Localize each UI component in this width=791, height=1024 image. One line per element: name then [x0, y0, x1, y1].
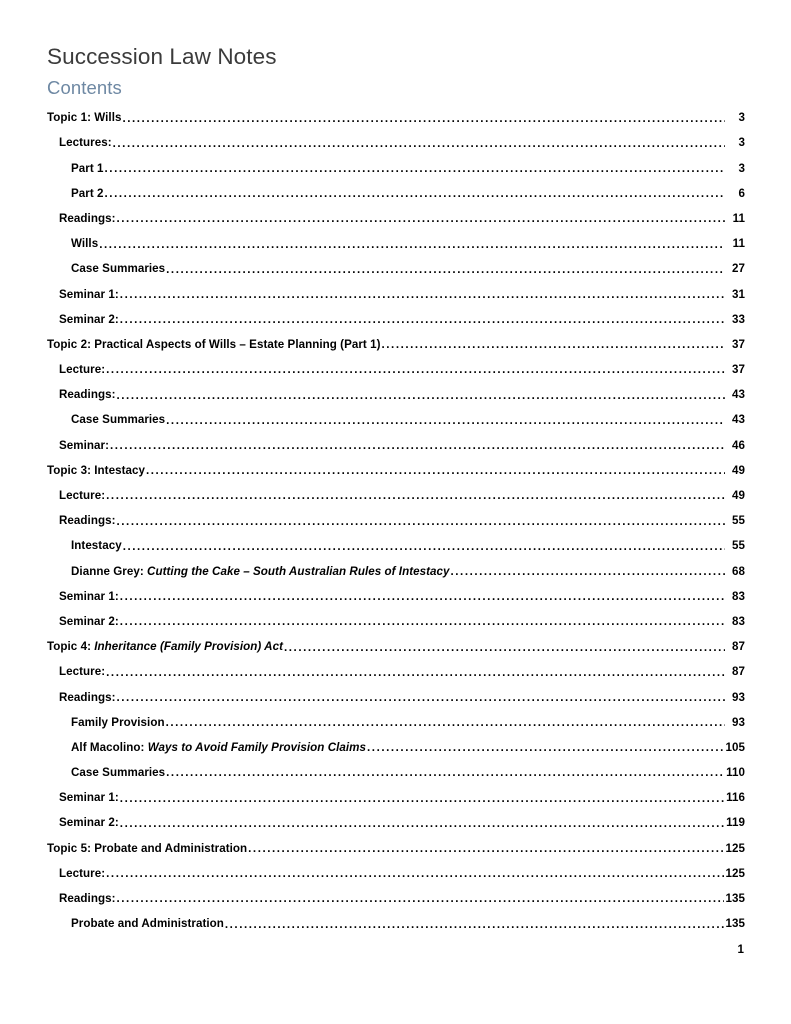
toc-entry-page-number: 33: [732, 312, 745, 326]
toc-entry-label: Lectures:: [59, 136, 112, 150]
toc-entry-page-number: 83: [732, 614, 745, 628]
toc-entry-label: Family Provision: [71, 715, 165, 729]
toc-entry-label: Topic 2: Practical Aspects of Wills – Estate Planning (Part 1): [47, 337, 381, 351]
toc-entry-label-italic: Inheritance (Family Provision) Act: [94, 640, 284, 654]
toc-entry-label: Wills: [71, 237, 99, 251]
toc-entry-page-number: 3: [738, 111, 745, 125]
toc-entry-label: Seminar 2:: [59, 312, 119, 326]
contents-heading: Contents: [47, 77, 122, 98]
toc-entry-label: Seminar 1:: [59, 589, 119, 603]
toc-entry-label: Topic 5: Probate and Administration: [47, 841, 248, 855]
toc-entry-label: Topic 3: Intestacy: [47, 463, 145, 477]
toc-entry-label: Intestacy: [71, 539, 122, 553]
toc-entry-page-number: 93: [732, 690, 745, 704]
footer-page-number: 1: [737, 943, 744, 956]
toc-entry-page-number: 37: [732, 363, 745, 377]
toc-entry-label: Seminar 2:: [59, 816, 119, 830]
toc-entry-label: Topic 1: Wills: [47, 111, 122, 125]
toc-entry-label: Probate and Administration: [71, 917, 224, 931]
toc-entry-label-plain: Alf Macolino:: [71, 740, 148, 754]
toc-entry-page-number: 135: [725, 917, 745, 931]
toc-entry-label: Case Summaries: [71, 413, 166, 427]
toc-entry-label: Seminar 1:: [59, 287, 119, 301]
toc-entry-page-number: 125: [725, 841, 745, 855]
toc-entry-label: Lecture:: [59, 489, 106, 502]
toc-entry-label: Seminar:: [59, 438, 110, 452]
toc-entry-label: Readings:: [59, 892, 116, 905]
toc-entry-label: Readings:: [59, 211, 116, 225]
toc-entry-page-number: 135: [725, 892, 745, 905]
toc-entry-label-italic: Cutting the Cake – South Australian Rules of Intestacy: [147, 564, 450, 578]
toc-entry-page-number: 110: [726, 766, 745, 780]
toc-entry-page-number: 93: [732, 715, 745, 729]
toc-entry-page-number: 83: [732, 589, 745, 603]
toc-entry-label: Lecture:: [59, 665, 106, 679]
toc-dot-leader: [225, 905, 724, 934]
page-title: Succession Law Notes: [47, 44, 277, 69]
toc-entry-label: Part 1: [71, 161, 104, 175]
toc-entry-page-number: 49: [732, 463, 745, 477]
toc-entry-page-number: 68: [732, 564, 745, 578]
toc-entry-page-number: 11: [732, 237, 745, 251]
toc-entry-page-number: 125: [725, 866, 745, 880]
toc-entry-page-number: 43: [732, 413, 745, 427]
toc-entry-page-number: 31: [732, 287, 745, 301]
toc-entry-page-number: 37: [732, 337, 745, 351]
toc-entry-page-number: 43: [732, 388, 745, 402]
toc-entry-page-number: 49: [732, 489, 745, 502]
toc-entry[interactable]: [47, 909, 745, 934]
toc-entry-label: Case Summaries: [71, 766, 166, 780]
toc-entry-page-number: 105: [725, 740, 745, 754]
toc-entry-page-number: 3: [738, 161, 745, 175]
table-of-contents: [47, 103, 745, 934]
toc-entry-label: Seminar 2:: [59, 614, 119, 628]
toc-entry-label: Seminar 1:: [59, 791, 119, 805]
toc-entry-page-number: 55: [732, 539, 745, 553]
toc-entry-label-plain: Dianne Grey:: [71, 564, 148, 578]
toc-entry-page-number: 116: [726, 791, 745, 805]
toc-entry-page-number: 46: [732, 438, 745, 452]
toc-entry-page-number: 6: [738, 186, 745, 200]
toc-entry-page-number: 87: [732, 665, 745, 679]
toc-entry-label-plain: Topic 4:: [47, 640, 95, 654]
toc-entry-page-number: 87: [732, 640, 745, 654]
toc-entry-page-number: 55: [732, 514, 745, 528]
toc-entry-label: Readings:: [59, 514, 116, 528]
toc-entry-label: Lecture:: [59, 866, 106, 880]
toc-entry-page-number: 119: [726, 816, 745, 830]
toc-entry-page-number: 27: [732, 262, 745, 276]
toc-entry-label: Case Summaries: [71, 262, 166, 276]
toc-entry-page-number: 11: [732, 211, 745, 225]
toc-entry-label: Readings:: [59, 690, 116, 704]
toc-entry-label: Part 2: [71, 186, 104, 200]
toc-entry-label: Readings:: [59, 388, 116, 402]
toc-entry-label: Lecture:: [59, 363, 106, 377]
toc-entry-page-number: 3: [738, 136, 745, 150]
toc-entry-label-italic: Ways to Avoid Family Provision Claims: [147, 740, 367, 754]
